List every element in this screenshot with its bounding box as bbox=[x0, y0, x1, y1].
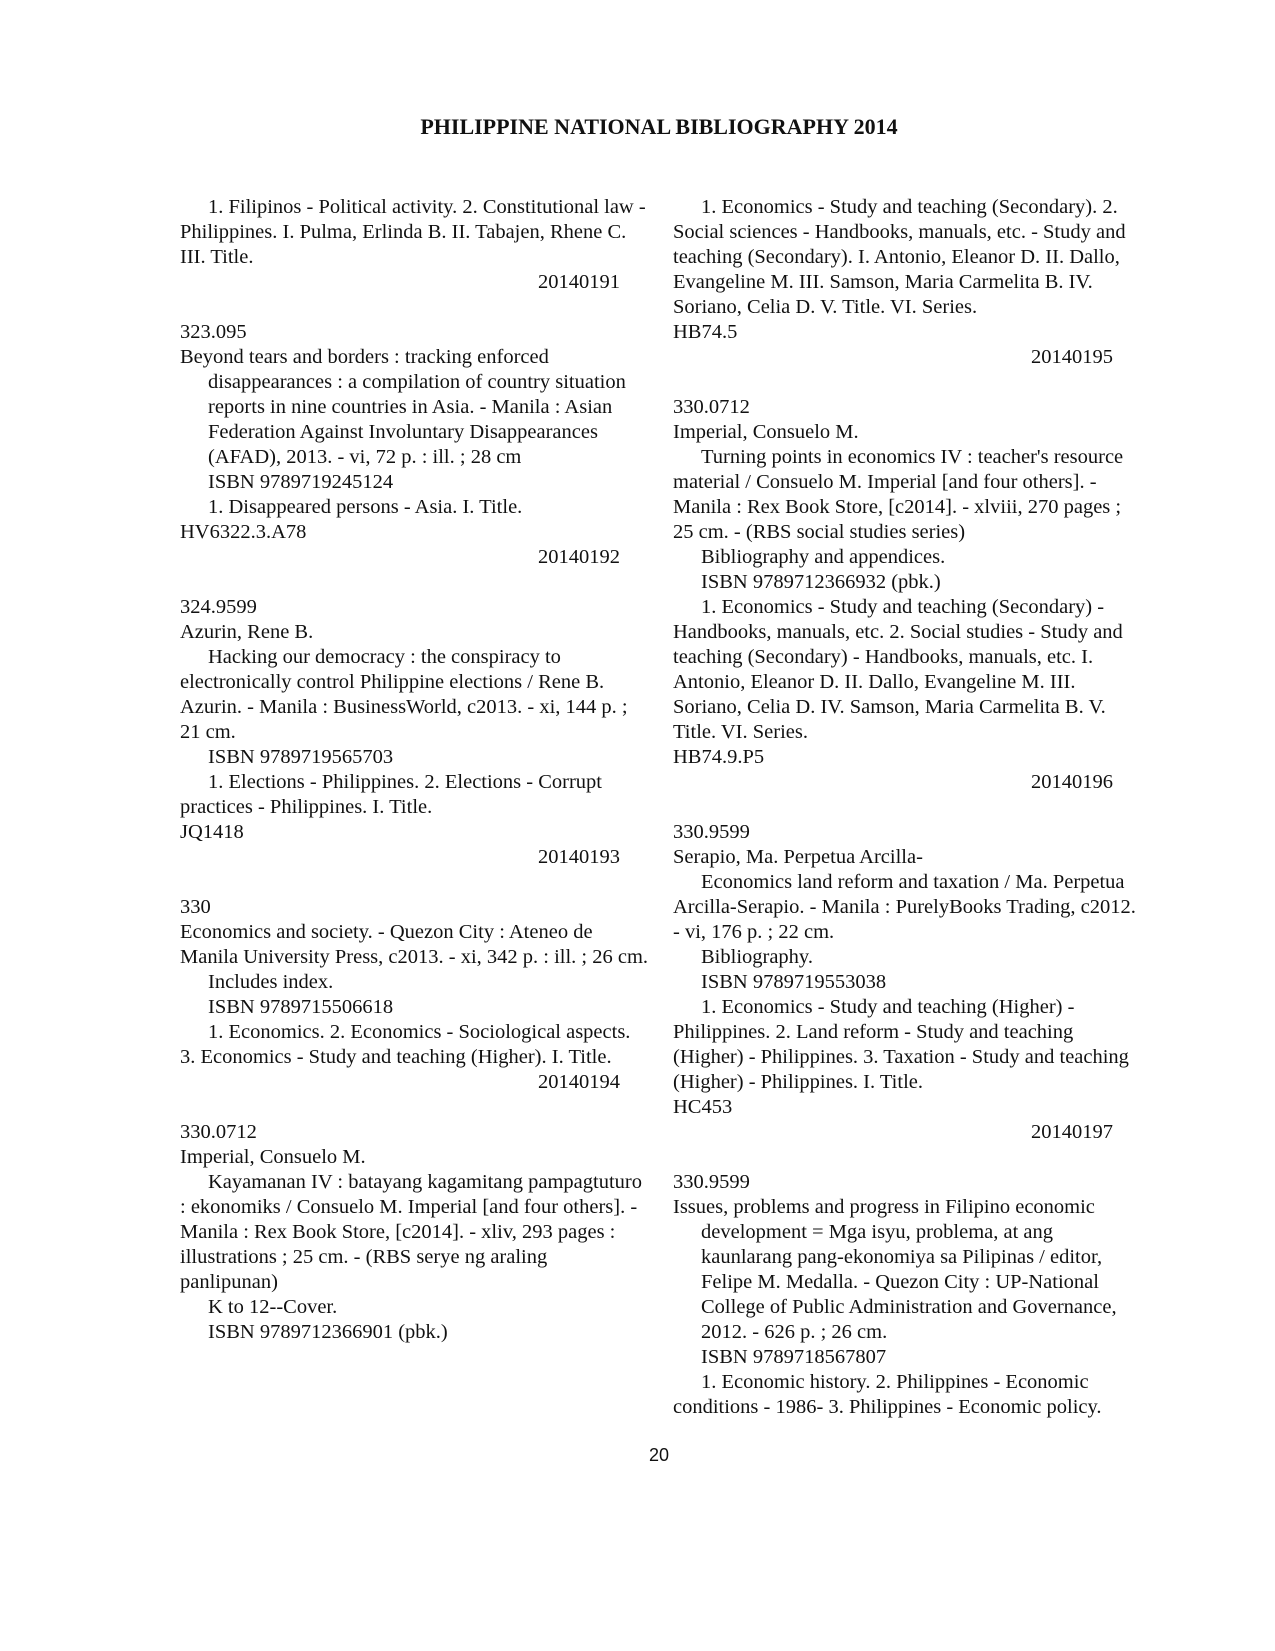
entry-title: Economics land reform and taxation / Ma. Perpetua Arcilla-Serapio. - Manila : PurelyBooks Trading, c2012. - vi, 176 p. ; 22 cm. bbox=[673, 871, 1136, 943]
entry-isbn: ISBN 9789715506618 bbox=[208, 996, 394, 1018]
entry-note: Bibliography. bbox=[701, 946, 813, 968]
entry-subjects: 1. Disappeared persons - Asia. I. Title. bbox=[208, 496, 523, 518]
entry-subjects: 1. Elections - Philippines. 2. Elections - Corrupt practices - Philippines. I. Title. bbox=[180, 771, 603, 818]
entry-class-number: 330 bbox=[180, 896, 211, 918]
entry-subjects: 1. Economics - Study and teaching (Higher) - Philippines. 2. Land reform - Study and teaching (Higher) - Philippines. 3. Taxation - Study and teaching (Higher) - Philippines. I. Title. bbox=[673, 996, 1129, 1093]
entry-title: Economics and society. - Quezon City : Ateneo de Manila University Press, c2013. - xi, 342 p. : ill. ; 26 cm. bbox=[180, 921, 649, 968]
entry-class-number: 330.9599 bbox=[673, 821, 750, 843]
entry-call-number: HB74.9.P5 bbox=[673, 746, 765, 768]
entry-subjects: 1. Filipinos - Political activity. 2. Constitutional law - Philippines. I. Pulma, Erlinda B. II. Tabajen, Rhene C. III. Title. bbox=[180, 196, 646, 268]
entry-class-number: 330.9599 bbox=[673, 1171, 750, 1193]
entry-title: Hacking our democracy : the conspiracy to electronically control Philippine elections / Rene B. Azurin. - Manila : BusinessWorld, c2013. - xi, 144 p. ; 21 cm. bbox=[180, 646, 628, 743]
left-column bbox=[180, 195, 650, 1345]
entry-number: 20140194 bbox=[538, 1071, 620, 1093]
entry-title: Kayamanan IV : batayang kagamitang pampagtuturo : ekonomiks / Consuelo M. Imperial [and four others]. - Manila : Rex Book Store, [c2014]. - xliv, 293 pages : illustrations ; 25 cm. - (RBS serye ng araling panlipunan) bbox=[180, 1171, 642, 1293]
right-column bbox=[673, 195, 1143, 1420]
entry-class-number: 330.0712 bbox=[180, 1121, 257, 1143]
entry-note: K to 12--Cover. bbox=[208, 1296, 338, 1318]
entry-author: Imperial, Consuelo M. bbox=[673, 421, 859, 443]
entry-isbn: ISBN 9789719245124 bbox=[208, 471, 394, 493]
entry-isbn: ISBN 9789712366901 (pbk.) bbox=[208, 1321, 448, 1343]
entry-call-number: HC453 bbox=[673, 1096, 733, 1118]
entry-author: Imperial, Consuelo M. bbox=[180, 1146, 366, 1168]
entry-number: 20140191 bbox=[538, 271, 620, 293]
entry-subjects: 1. Economics - Study and teaching (Secondary). 2. Social sciences - Handbooks, manuals, etc. - Study and teaching (Secondary). I. Antonio, Eleanor D. II. Dallo, Evangeline M. III. Samson, Maria Carmelita B. IV. Soriano, Celia D. V. Title. VI. Series. bbox=[673, 196, 1126, 318]
entry-isbn: ISBN 9789718567807 bbox=[701, 1346, 887, 1368]
entry-note: Includes index. bbox=[208, 971, 334, 993]
entry-class-number: 323.095 bbox=[180, 321, 247, 343]
entry-isbn: ISBN 9789719553038 bbox=[701, 971, 887, 993]
entry-call-number: HV6322.3.A78 bbox=[180, 521, 307, 543]
entry-isbn: ISBN 9789719565703 bbox=[208, 746, 394, 768]
entry-class-number: 330.0712 bbox=[673, 396, 750, 418]
entry-author: Azurin, Rene B. bbox=[180, 621, 314, 643]
entry-call-number: HB74.5 bbox=[673, 321, 738, 343]
page-number: 20 bbox=[648, 1445, 670, 1465]
entry-isbn: ISBN 9789712366932 (pbk.) bbox=[701, 571, 941, 593]
entry-subjects: 1. Economics. 2. Economics - Sociological aspects. 3. Economics - Study and teaching (Higher). I. Title. bbox=[180, 1021, 631, 1068]
entry-number: 20140195 bbox=[1031, 346, 1113, 368]
entry-author: Serapio, Ma. Perpetua Arcilla- bbox=[673, 846, 923, 868]
page-title: PHILIPPINE NATIONAL BIBLIOGRAPHY 2014 bbox=[420, 114, 898, 139]
entry-number: 20140193 bbox=[538, 846, 620, 868]
entry-subjects: 1. Economic history. 2. Philippines - Economic conditions - 1986- 3. Philippines - Economic policy. bbox=[673, 1371, 1102, 1418]
entry-number: 20140196 bbox=[1031, 771, 1113, 793]
entry-title: Beyond tears and borders : tracking enforced disappearances : a compilation of country situation reports in nine countries in Asia. - Manila : Asian Federation Against Involuntary Disappearances (AFAD), 2013. - vi, 72 p. : ill. ; 28 cm bbox=[180, 346, 626, 468]
entry-call-number: JQ1418 bbox=[180, 821, 244, 843]
entry-number: 20140197 bbox=[1031, 1121, 1113, 1143]
entry-title: Issues, problems and progress in Filipino economic development = Mga isyu, problema, at ang kaunlarang pang-ekonomiya sa Pilipinas / editor, Felipe M. Medalla. - Quezon City : UP-National College of Public Administration and Governance, 2012. - 626 p. ; 26 cm. bbox=[673, 1196, 1117, 1343]
entry-note: Bibliography and appendices. bbox=[701, 546, 946, 568]
entry-class-number: 324.9599 bbox=[180, 596, 257, 618]
entry-subjects: 1. Economics - Study and teaching (Secondary) - Handbooks, manuals, etc. 2. Social studies - Study and teaching (Secondary) - Handbooks, manuals, etc. I. Antonio, Eleanor D. II. Dallo, Evangeline M. III. Soriano, Celia D. IV. Samson, Maria Carmelita B. V. Title. VI. Series. bbox=[673, 596, 1123, 743]
entry-number: 20140192 bbox=[538, 546, 620, 568]
entry-title: Turning points in economics IV : teacher's resource material / Consuelo M. Imperial [and four others]. - Manila : Rex Book Store, [c2014]. - xlviii, 270 pages ; 25 cm. - (RBS social studies series) bbox=[673, 446, 1124, 543]
